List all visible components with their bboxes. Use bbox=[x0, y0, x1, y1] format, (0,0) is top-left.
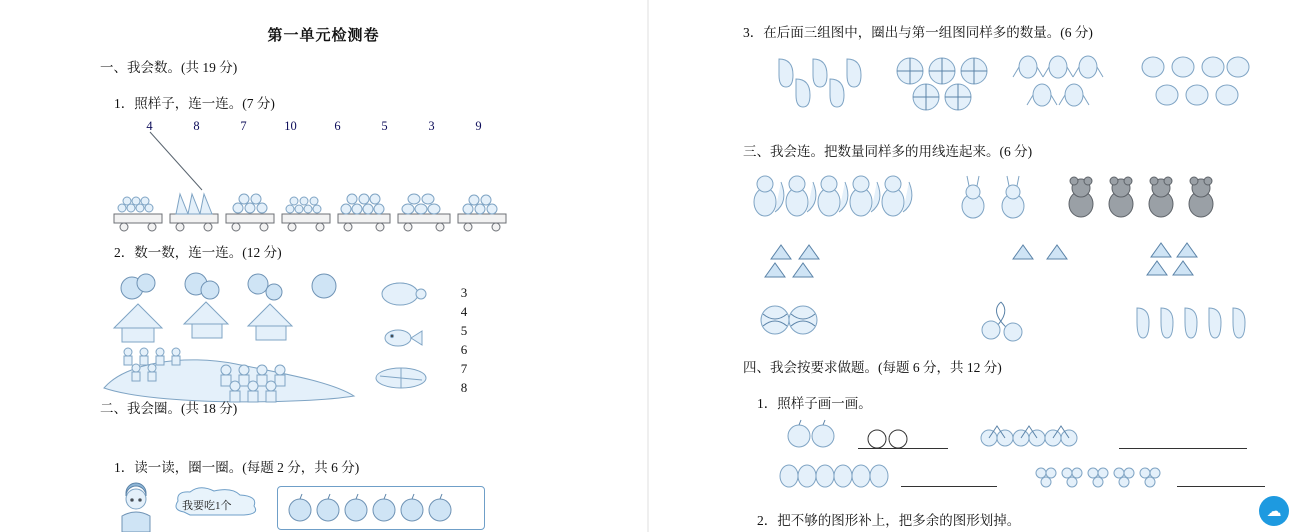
question-4-2-label: 2．把不够的图形补上，把多余的图形划掉。 bbox=[757, 513, 1021, 528]
turtle-icon bbox=[382, 283, 426, 305]
q4-1-answer-line-3[interactable] bbox=[901, 486, 997, 487]
q2-1-boy-figure bbox=[110, 486, 176, 532]
q1-number: 9 bbox=[475, 119, 482, 133]
q3-row-animals bbox=[751, 172, 1251, 224]
q2-item-column bbox=[374, 278, 434, 403]
q2-choice-list bbox=[452, 283, 476, 397]
speech-text: 我要吃1个 bbox=[182, 500, 232, 512]
chat-icon[interactable]: ☁ bbox=[1259, 496, 1289, 526]
q2-choice: 3 bbox=[460, 285, 468, 300]
q1-number: 7 bbox=[240, 119, 247, 133]
q1-number: 10 bbox=[284, 119, 297, 133]
q4-1-answer-line-2[interactable] bbox=[1119, 448, 1247, 449]
q4-1-bikes-sample bbox=[979, 420, 1105, 448]
q3-group-1 bbox=[769, 55, 875, 111]
q1-number: 8 bbox=[193, 119, 200, 133]
q1-number: 5 bbox=[381, 119, 388, 133]
q2-choice: 6 bbox=[460, 342, 468, 357]
q4-1-apples-sample bbox=[781, 420, 853, 448]
fish-icon bbox=[385, 330, 422, 346]
section-3-heading: 三、我会连。把数量同样多的用线连起来。(6 分) bbox=[743, 144, 1033, 159]
q2-choice: 5 bbox=[460, 323, 468, 338]
question-2-1-label: 1．读一读，圈一圈。(每题 2 分，共 6 分) bbox=[114, 460, 360, 475]
q1-number: 4 bbox=[146, 119, 153, 133]
q2-choice: 4 bbox=[460, 304, 468, 319]
q2-choice: 7 bbox=[460, 361, 468, 376]
q1-cart-row bbox=[110, 188, 520, 234]
q1-number: 6 bbox=[334, 119, 341, 133]
q4-1-flowers-sample bbox=[1031, 463, 1171, 493]
q3-row-triangles bbox=[761, 245, 1241, 281]
q2-choice: 8 bbox=[460, 380, 468, 395]
q3-row-objects bbox=[757, 300, 1257, 344]
q2-scene-picture bbox=[96, 270, 366, 405]
q1-number: 3 bbox=[428, 119, 435, 133]
q3-group-3 bbox=[1014, 55, 1124, 111]
q4-1-rings-sample bbox=[777, 463, 903, 489]
question-1-1-label: 1．照样子，连一连。(7 分) bbox=[114, 96, 275, 111]
q4-1-answer-line-1[interactable] bbox=[858, 448, 948, 449]
question-1-3-label: 3．在后面三组图中，圈出与第一组图同样多的数量。(6 分) bbox=[743, 25, 1093, 40]
question-1-2-label: 2．数一数，连一连。(12 分) bbox=[114, 245, 282, 260]
q4-1-answer-line-4[interactable] bbox=[1177, 486, 1265, 487]
lotus-leaf-icon bbox=[376, 368, 426, 388]
question-4-1-label: 1．照样子画一画。 bbox=[757, 396, 872, 411]
right-page bbox=[649, 0, 1295, 532]
q2-1-apple-row bbox=[286, 494, 478, 524]
page-title: 第一单元检测卷 bbox=[267, 28, 380, 44]
section-4-heading: 四、我会按要求做题。(每题 6 分，共 12 分) bbox=[743, 360, 1002, 375]
q3-group-2 bbox=[894, 55, 998, 111]
q3-group-4 bbox=[1139, 55, 1249, 111]
section-2-heading: 二、我会圈。(共 18 分) bbox=[100, 401, 238, 416]
q4-1-circles-answer bbox=[866, 428, 910, 450]
section-1-heading: 一、我会数。(共 19 分) bbox=[100, 60, 238, 75]
